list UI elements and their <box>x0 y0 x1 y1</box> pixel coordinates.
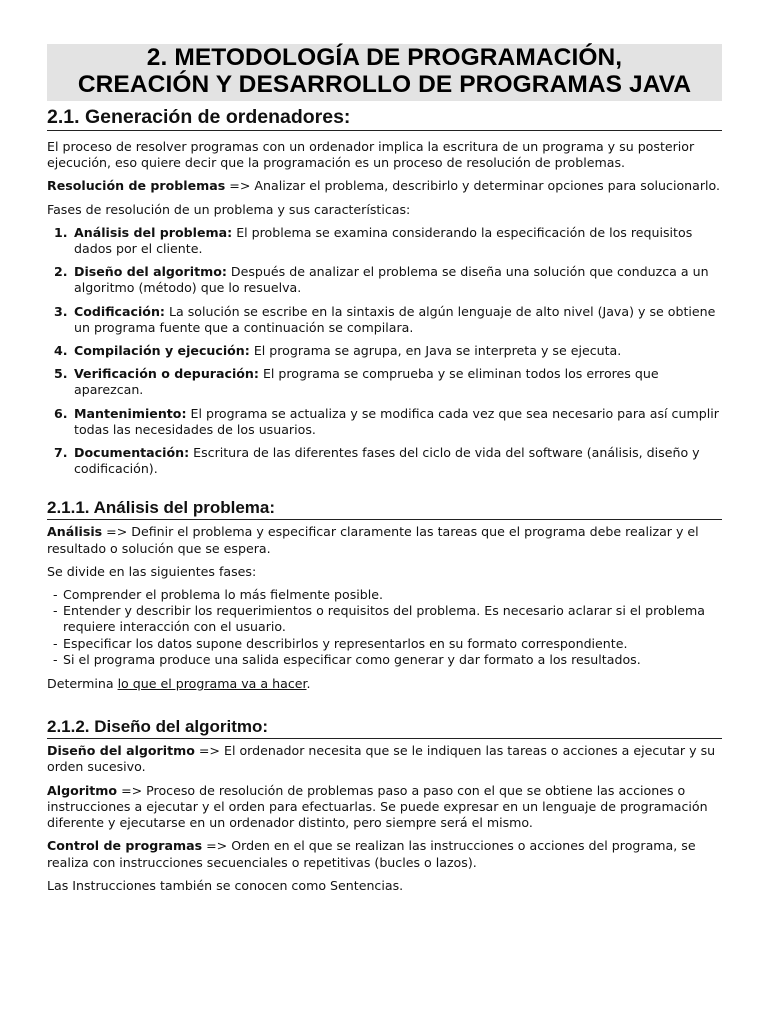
list-item <box>47 366 722 398</box>
list-number: 4. <box>54 343 68 359</box>
determina-prefix: Determina <box>47 676 118 692</box>
list-item <box>47 304 722 336</box>
diseno-term: Diseño del algoritmo <box>47 743 195 759</box>
dash-marker: - <box>53 635 58 651</box>
list-term: Codificación: <box>74 303 165 319</box>
list-item <box>47 587 722 603</box>
title-line-2: CREACIÓN Y DESARROLLO DE PROGRAMAS JAVA <box>77 71 692 98</box>
list-item <box>47 225 722 257</box>
control-text: => Orden en el que se realizan las instrucciones o acciones del programa, se realiza con instrucciones secuenciales o repetitivas (bucles o lazos). <box>47 838 696 870</box>
list-item <box>47 406 722 438</box>
list-text: El programa se actualiza y se modifica cada vez que sea necesario para así cumplir todas las necesidades de los usuarios. <box>74 405 719 437</box>
dash-marker: - <box>53 587 58 603</box>
determina-suffix: . <box>306 676 311 692</box>
section-2-1-heading: 2.1. Generación de ordenadores: <box>47 104 722 131</box>
list-text: El problema se examina considerando la especificación de los requisitos dados por el cliente. <box>74 224 693 257</box>
sentencias-paragraph: Las Instrucciones también se conocen como Sentencias. <box>47 877 404 893</box>
list-text: Comprender el problema lo más fielmente posible. <box>63 587 384 603</box>
list-term: Mantenimiento: <box>74 405 187 421</box>
analisis-term: Análisis <box>47 524 103 540</box>
dash-marker: - <box>53 651 58 667</box>
phases-list <box>47 225 722 478</box>
list-text: Escritura de las diferentes fases del ciclo de vida del software (análisis, diseño y codificación). <box>74 445 700 477</box>
list-text: La solución se escribe en la sintaxis de algún lenguaje de alto nivel (Java) y se obtiene un programa fuente que a continuación se compilara. <box>74 303 716 335</box>
list-item <box>47 652 722 668</box>
determina-underlined: lo que el programa va a hacer <box>117 676 307 692</box>
control-paragraph <box>47 838 722 870</box>
list-text: El programa se agrupa, en Java se interpreta y se ejecuta. <box>249 343 622 359</box>
document-title <box>47 44 722 101</box>
list-text: Especificar los datos supone describirlos y representarlos en su formato correspondiente. <box>63 635 628 651</box>
diseno-text: => El ordenador necesita que se le indiquen las tareas o acciones a ejecutar y su orden sucesivo. <box>47 743 716 775</box>
list-text: Después de analizar el problema se diseña una solución que conduzca a un algoritmo (método) que lo resuelva. <box>74 264 709 296</box>
list-number: 5. <box>54 366 68 382</box>
list-item <box>47 636 722 652</box>
dash-list <box>47 587 722 668</box>
fases-intro: Fases de resolución de un problema y sus características: <box>47 201 411 217</box>
document-page <box>47 44 722 894</box>
resolucion-term: Resolución de problemas <box>47 178 226 194</box>
list-term: Análisis del problema: <box>74 224 233 240</box>
section-2-1-2-heading: 2.1.2. Diseño del algoritmo: <box>47 716 722 739</box>
list-number: 6. <box>54 405 68 421</box>
analisis-text: => Definir el problema y especificar claramente las tareas que el programa debe realizar y el resultado o solución que se espera. <box>47 524 699 556</box>
list-text: Si el programa produce una salida especificar como generar y dar formato a los resultados. <box>63 651 641 667</box>
list-number: 2. <box>54 264 68 280</box>
list-number: 7. <box>54 445 68 461</box>
list-text: Entender y describir los requerimientos o requisitos del problema. Es necesario aclarar si el problema requiere interacción con el usuario. <box>63 603 705 635</box>
resolucion-paragraph <box>47 178 722 194</box>
algoritmo-term: Algoritmo <box>47 782 118 798</box>
section-2-1-1-heading: 2.1.1. Análisis del problema: <box>47 497 722 520</box>
title-line-1: 2. METODOLOGÍA DE PROGRAMACIÓN, <box>146 44 623 71</box>
list-item <box>47 445 722 477</box>
list-item <box>47 603 722 635</box>
list-term: Compilación y ejecución: <box>74 343 250 359</box>
list-number: 3. <box>54 303 68 319</box>
diseno-paragraph <box>47 743 722 775</box>
algoritmo-paragraph <box>47 783 722 832</box>
list-term: Documentación: <box>74 445 190 461</box>
algoritmo-text: => Proceso de resolución de problemas paso a paso con el que se obtiene las acciones o instrucciones a ejecutar y el orden para efectuarlas. Se puede expresar en un lenguaje de programación diferente y ejecutarse en un ordenador distinto, pero siempre será el mismo. <box>47 782 708 831</box>
dash-marker: - <box>53 603 58 619</box>
divide-intro: Se divide en las siguientes fases: <box>47 563 257 579</box>
resolucion-text: => Analizar el problema, describirlo y determinar opciones para solucionarlo. <box>225 178 721 194</box>
list-term: Diseño del algoritmo: <box>74 264 227 280</box>
control-term: Control de programas <box>47 838 203 854</box>
list-number: 1. <box>54 224 68 240</box>
list-text: El programa se comprueba y se eliminan todos los errores que aparezcan. <box>74 366 659 398</box>
intro-paragraph: El proceso de resolver programas con un ordenador implica la escritura de un programa y su posterior ejecución, eso quiere decir que la programación es un proceso de resolución de problemas. <box>47 139 695 171</box>
list-term: Verificación o depuración: <box>74 366 259 382</box>
analisis-paragraph <box>47 524 722 556</box>
list-item <box>47 264 722 296</box>
list-item <box>47 343 722 359</box>
determina-paragraph <box>47 676 722 692</box>
